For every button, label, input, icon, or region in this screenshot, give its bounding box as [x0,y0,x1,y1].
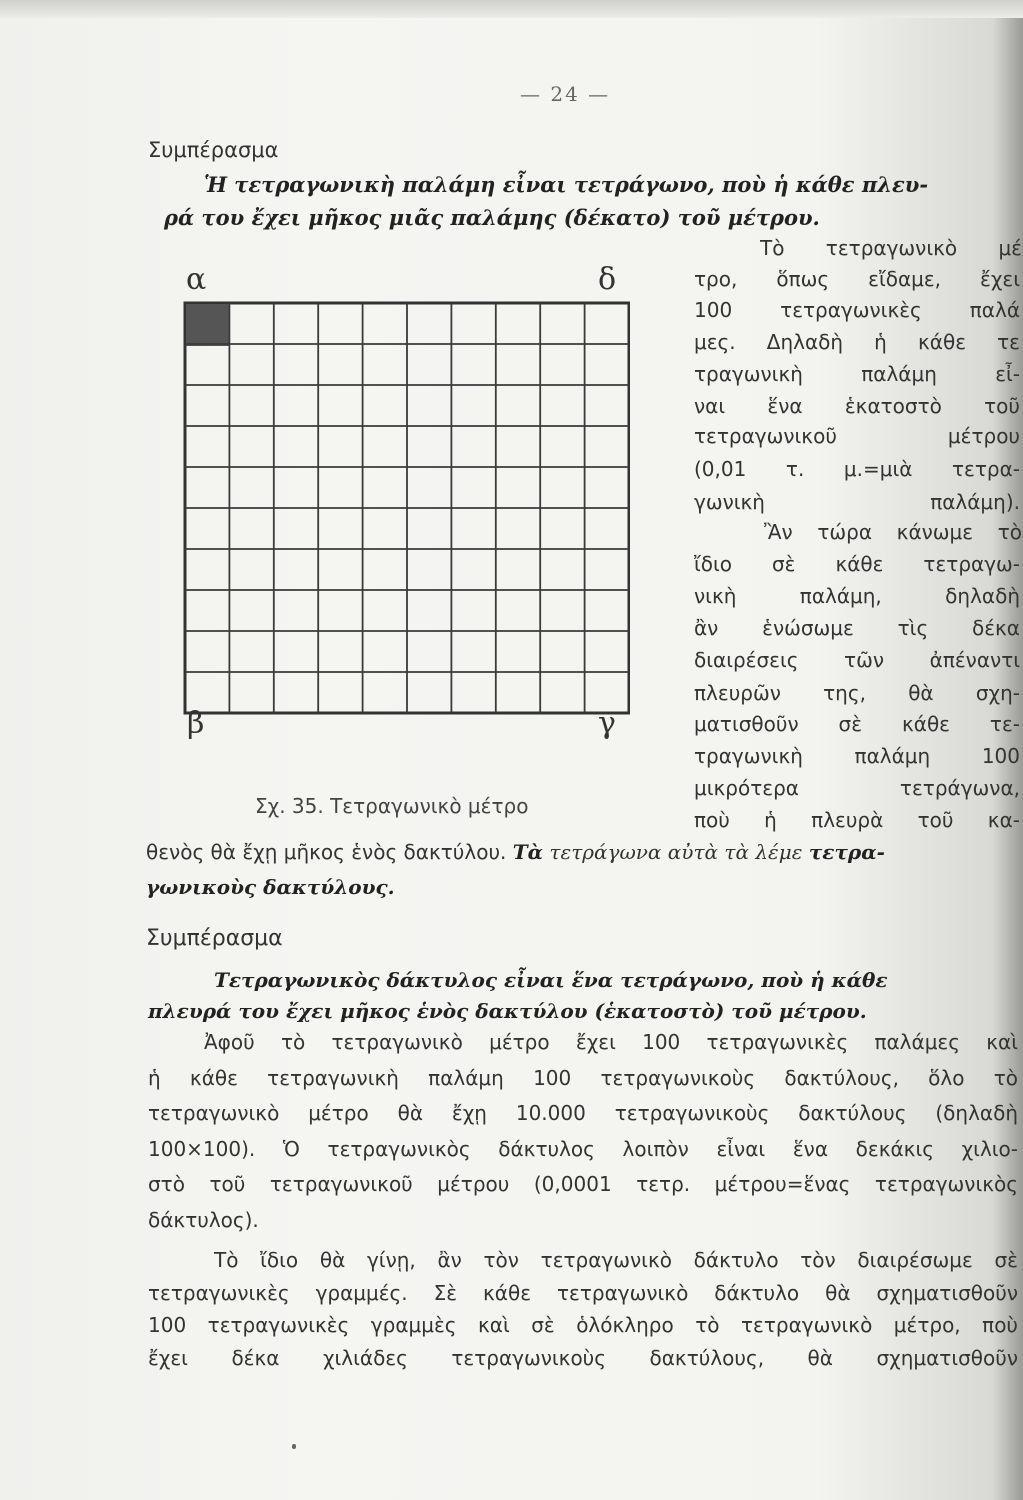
page-number: — 24 — [520,82,611,106]
side-text-line: πλευρῶν της, θὰ σχη- [694,681,1020,705]
para1-line: Ἀφοῦ τὸ τετραγωνικὸ μέτρο ἔχει 100 τετραγωνικὲς παλάμες καὶ [204,1030,1018,1054]
side-text-line: (0,01 τ. μ.=μιὰ τετρα- [694,457,1020,481]
definition-1-line-2: ρά του ἔχει μῆκος μιᾶς παλάμης (δέκατο) τοῦ μέτρου. [164,205,820,230]
figure-corner-b: β [187,706,205,741]
side-text-line: μικρότερα τετράγωνα, [694,776,1020,800]
side-text-line: ποὺ ἡ πλευρὰ τοῦ κα- [694,808,1020,832]
side-text-line: τρο, ὅπως εἴδαμε, ἔχει [694,267,1020,291]
side-text-line: ἂν ἑνώσωμε τὶς δέκα [694,616,1020,640]
side-text-line: 100 τετραγωνικὲς παλά [694,298,1020,322]
grid-lines [185,303,629,713]
para2-line: Τὸ ἴδιο θὰ γίνῃ, ἂν τὸν τετραγωνικὸ δάκτυλο τὸν διαιρέσωμε σὲ [214,1248,1018,1272]
figure-caption: Σχ. 35. Τετραγωνικὸ μέτρο [255,794,529,818]
para1-line: δάκτυλος). [148,1207,259,1232]
definition-2-line-1: Τετραγωνικὸς δάκτυλος εἶναι ἕνα τετράγωνο, ποὺ ἡ κάθε [214,968,888,992]
conclusion-heading-1: Συμπέρασμα [148,138,279,162]
para1-line: στὸ τοῦ τετραγωνικοῦ μέτρου (0,0001 τετρ. μέτρου=ἕνας τετραγωνικὸς [148,1172,1018,1196]
figure-corner-a: α [186,262,207,297]
side-text-line: μες. Δηλαδὴ ἡ κάθε τε [694,330,1020,354]
continuation-rest: τετράγωνα αὐτὰ τὰ λέμε [549,840,803,864]
square-meter-grid-figure [180,296,630,721]
ink-speck [292,1444,296,1449]
continuation-bold-word: Τὰ [512,840,544,864]
side-text-line: ναι ἕνα ἑκατοστὸ τοῦ [694,394,1020,418]
definition-1-line-1: Ἡ τετραγωνικὴ παλάμη εἶναι τετράγωνο, ποὺ ἡ κάθε πλευ- [204,172,929,197]
page-top-edge [0,0,1023,18]
figure-corner-g: γ [598,706,616,741]
para1-line: ἡ κάθε τετραγωνικὴ παλάμη 100 τετραγωνικοὺς δακτύλους, ὅλο τὸ [148,1065,1018,1090]
para2-line: ἔχει δέκα χιλιάδες τετραγωνικοὺς δακτύλους, θὰ σχηματισθοῦν [148,1345,1018,1370]
side-text-line: ματισθοῦν σὲ κάθε τε- [694,712,1020,736]
continuation-text: θενὸς θὰ ἔχῃ μῆκος ἑνὸς δακτύλου. [146,840,507,864]
figure-corner-d: δ [598,262,617,297]
para2-line: τετραγωνικὲς γραμμές. Σὲ κάθε τετραγωνικὸ δάκτυλο θὰ σχηματισθοῦν [148,1280,1018,1305]
para1-line: τετραγωνικὸ μέτρο θὰ ἔχῃ 10.000 τετραγωνικοὺς δακτύλους (δηλαδὴ [148,1101,1018,1125]
para2-line: 100 τετραγωνικὲς γραμμὲς καὶ σὲ ὁλόκληρο τὸ τετραγωνικὸ μέτρο, ποὺ [148,1313,1018,1337]
side-text-line: γωνικὴ παλάμη). [694,490,1020,514]
side-text-line: νικὴ παλάμη, δηλαδὴ [694,584,1020,608]
side-text-line: τραγωνικὴ παλάμη εἶ- [694,362,1020,386]
side-text-line: τετραγωνικοῦ μέτρου [694,424,1020,448]
side-text-line: διαιρέσεις τῶν ἀπέναντι [694,648,1020,672]
side-text-line: ἴδιο σὲ κάθε τετραγω- [694,552,1020,576]
conclusion-heading-2: Συμπέρασμα [146,926,283,951]
shaded-square-palm [186,304,230,346]
continuation-line-2: γωνικοὺς δακτύλους. [146,875,395,899]
continuation-line-1 [146,840,885,864]
para1-line: 100×100). Ὁ τετραγωνικὸς δάκτυλος λοιπὸν εἶναι ἕνα δεκάκις χιλιο- [148,1136,1018,1161]
continuation-end: τετρα- [808,840,885,864]
side-text-line: Ἂν τώρα κάνωμε τὸ [764,520,1022,544]
definition-2-line-2: πλευρά του ἔχει μῆκος ἑνὸς δακτύλου (ἑκατοστὸ) τοῦ μέτρου. [148,999,867,1023]
side-text-line: Τὸ τετραγωνικὸ μέ [760,236,1022,260]
side-text-line: τραγωνικὴ παλάμη 100 [694,744,1020,768]
